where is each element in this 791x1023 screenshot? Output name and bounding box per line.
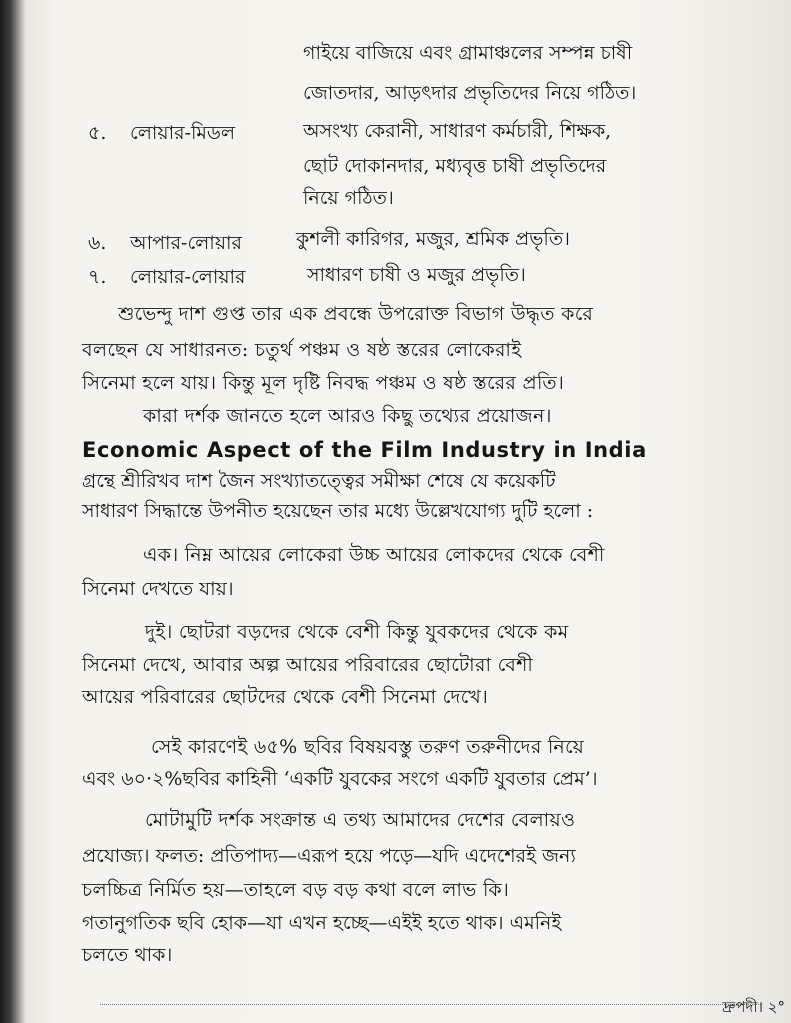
para4-line-1: মোটামুটি দর্শক সংক্রান্ত এ তথ্য আমাদের দেশের বেলায়ও <box>145 809 576 831</box>
item-7-desc: সাধারণ চাষী ও মজুর প্রভৃতি। <box>307 264 526 286</box>
item-5-label: লোয়ার-মিডল <box>130 122 236 144</box>
item-5-desc-3: নিয়ে গঠিত। <box>303 187 394 209</box>
point-two-line-3: আয়ের পরিবারের ছোটদের থেকে বেশী সিনেমা দেখে। <box>82 686 489 708</box>
para2-line-1: কারা দর্শক জানতে হলে আরও কিছু তথ্যের প্রয়োজন। <box>143 405 552 427</box>
item-7-number: ৭. <box>88 266 107 288</box>
para2-line-4: সাধারণ সিদ্ধান্তে উপনীত হয়েছেন তার মধ্যে উল্লেখযোগ্য দুটি হলো : <box>82 500 594 522</box>
para4-line-3: চলচ্চিত্র নির্মিত হয়—তাহলে বড় বড় কথা বলে লাভ কি। <box>82 879 510 901</box>
book-title: Economic Aspect of the Film Industry in India <box>82 438 647 462</box>
item-5-desc-1: অসংখ্য কেরানী, সাধারণ কর্মচারী, শিক্ষক, <box>303 120 612 142</box>
para1-line-1: শুভেন্দু দাশ গুপ্ত তার এক প্রবন্ধে উপরোক্ত বিভাগ উদ্ধৃত করে <box>118 303 594 325</box>
para1-line-2: বলছেন যে সাধারনত: চতুর্থ পঞ্চম ও ষষ্ঠ স্তরের লোকেরাই <box>82 339 522 361</box>
item-6-number: ৬. <box>88 232 107 254</box>
point-one-line-2: সিনেমা দেখতে যায়। <box>82 578 234 600</box>
item-5-number: ৫. <box>88 122 107 144</box>
para4-line-5: চলতে থাক। <box>82 944 173 966</box>
para4-line-4: গতানুগতিক ছবি হোক—যা এখন হচ্ছে—এইই হতে থাক। এমনিই <box>82 912 562 934</box>
para3-line-1: সেই কারণেই ৬৫% ছবির বিষয়বস্তু তরুণ তরুনীদের নিয়ে <box>151 736 585 758</box>
line-upper-class-desc-2: জোতদার, আড়ৎদার প্রভৃতিদের নিয়ে গঠিত। <box>303 82 637 104</box>
para1-line-3: সিনেমা হলে যায়। কিন্তু মূল দৃষ্টি নিবদ্ধ পঞ্চম ও ষষ্ঠ স্তরের প্রতি। <box>82 372 565 394</box>
line-upper-class-desc-1: গাইয়ে বাজিয়ে এবং গ্রামাঞ্চলের সম্পন্ন চাষী <box>303 42 633 64</box>
point-two-line-1: দুই। ছোটরা বড়দের থেকে বেশী কিন্তু যুবকদের থেকে কম <box>145 621 569 643</box>
para3-line-2: এবং ৬০·২%ছবির কাহিনী ‘একটি যুবকের সংগে একটি যুবতার প্রেম’। <box>82 768 598 790</box>
item-6-label: আপার-লোয়ার <box>130 232 242 254</box>
item-5-desc-2: ছোট দোকানদার, মধ্যবৃত্ত চাষী প্রভৃতিদের <box>303 155 607 177</box>
item-6-desc: কুশলী কারিগর, মজুর, শ্রমিক প্রভৃতি। <box>296 228 570 250</box>
footer-rule <box>100 1004 761 1005</box>
page-footer: দ্রুপদী। ২° <box>722 998 785 1016</box>
point-one-line-1: এক। নিম্ন আয়ের লোকেরা উচ্চ আয়ের লোকদের থেকে বেশী <box>143 544 605 566</box>
para4-line-2: প্রযোজ্য। ফলত: প্রতিপাদ্য—এরূপ হয়ে পড়ে—যদি এদেশেরই জন্য <box>82 845 576 867</box>
item-7-label: লোয়ার-লোয়ার <box>130 266 246 288</box>
para2-line-3: গ্রন্থে শ্রীরিখব দাশ জৈন সংখ্যাতত্ত্বের সমীক্ষা শেষে যে কয়েকটি <box>82 470 556 492</box>
point-two-line-2: সিনেমা দেখে, আবার অল্প আয়ের পরিবারের ছোটোরা বেশী <box>82 654 534 676</box>
